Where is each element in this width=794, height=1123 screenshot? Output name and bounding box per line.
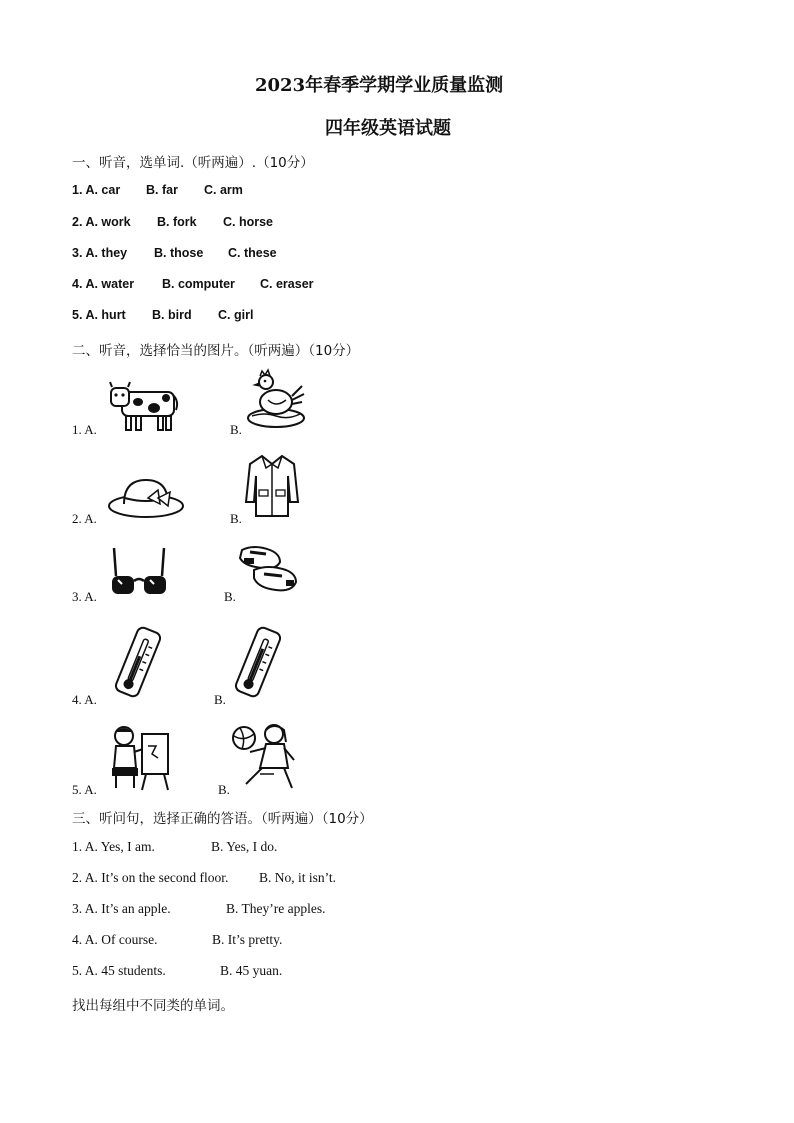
coat-icon	[244, 452, 300, 520]
s1-option-a: A. car	[85, 183, 121, 197]
s3-item-3	[72, 901, 171, 917]
s3-item-2	[72, 870, 228, 886]
hat-icon	[106, 474, 186, 520]
s3-item-num: 4. A.	[72, 932, 98, 947]
section3-heading: 三、听问句，选择正确的答语。（听两遍）（10分）	[72, 811, 373, 827]
s1-item-5	[72, 308, 126, 322]
s2-item-5-label-b: B.	[218, 782, 230, 797]
painting-boy-icon	[108, 724, 172, 792]
s1-option-b: B. bird	[152, 308, 192, 322]
s2-item-4-label-a: 4. A.	[72, 692, 97, 707]
s2-item-2-label-a: 2. A.	[72, 511, 97, 526]
s1-option-a: A. water	[85, 277, 135, 291]
section1-heading: 一、听音，选单词.（听两遍）.（10分）	[72, 155, 314, 171]
glasses-icon	[108, 546, 170, 598]
volleyball-girl-icon	[230, 722, 300, 792]
s1-item-1	[72, 183, 120, 197]
s3-item-num: 2. A.	[72, 870, 98, 885]
s1-item-num: 2.	[72, 215, 83, 229]
hen-icon	[244, 368, 308, 430]
s1-item-num: 5.	[72, 308, 83, 322]
s3-item-num: 5. A.	[72, 963, 98, 978]
s1-option-c: C. these	[228, 246, 277, 260]
s2-item-2-label-b: B.	[230, 511, 242, 526]
page-subtitle: 四年级英语试题	[325, 118, 451, 139]
s3-option-b: B. Yes, I do.	[211, 839, 278, 854]
s2-item-4-label-b: B.	[214, 692, 226, 707]
page-title: 2023年春季学期学业质量监测	[255, 75, 504, 96]
section4-heading: 找出每组中不同类的单词。	[72, 998, 234, 1014]
s1-item-2	[72, 215, 131, 229]
s3-option-a: It’s on the second floor.	[101, 870, 229, 885]
s1-option-a: A. they	[85, 246, 128, 260]
s1-option-c: C. horse	[223, 215, 274, 229]
s3-option-b: B. 45 yuan.	[220, 963, 283, 978]
s1-item-num: 1.	[72, 183, 83, 197]
s3-item-5	[72, 963, 166, 979]
s1-option-a: A. hurt	[85, 308, 126, 322]
s1-item-3	[72, 246, 127, 260]
s2-item-1-label-a: 1. A.	[72, 422, 97, 437]
s3-option-a: It’s an apple.	[101, 901, 171, 916]
section2-heading: 二、听音，选择恰当的图片。（听两遍）（10分）	[72, 343, 360, 359]
s1-option-b: B. computer	[162, 277, 235, 291]
s3-option-a: Yes, I am.	[100, 839, 155, 854]
thermometer-icon	[228, 626, 288, 698]
s3-option-b: B. No, it isn’t.	[259, 870, 337, 885]
s1-option-c: C. girl	[218, 308, 254, 322]
shoes-icon	[236, 540, 300, 598]
s3-item-num: 1. A.	[72, 839, 98, 854]
s1-option-b: B. fork	[157, 215, 197, 229]
s1-item-num: 3.	[72, 246, 83, 260]
s3-option-b: B. They’re apples.	[226, 901, 326, 916]
s1-option-c: C. eraser	[260, 277, 314, 291]
s3-option-b: B. It’s pretty.	[212, 932, 283, 947]
s3-item-1	[72, 839, 155, 855]
s1-item-4	[72, 277, 134, 291]
s3-item-4	[72, 932, 158, 948]
s1-option-b: B. far	[146, 183, 178, 197]
s1-option-a: A. work	[85, 215, 131, 229]
s2-item-1-label-b: B.	[230, 422, 242, 437]
s3-option-a: 45 students.	[101, 963, 166, 978]
thermometer-icon	[108, 626, 168, 698]
s2-item-5-label-a: 5. A.	[72, 782, 97, 797]
cow-icon	[108, 378, 180, 432]
s1-option-c: C. arm	[204, 183, 243, 197]
s3-item-num: 3. A.	[72, 901, 98, 916]
s3-option-a: Of course.	[101, 932, 158, 947]
s1-option-b: B. those	[154, 246, 204, 260]
s2-item-3-label-b: B.	[224, 589, 236, 604]
s2-item-3-label-a: 3. A.	[72, 589, 97, 604]
s1-item-num: 4.	[72, 277, 83, 291]
